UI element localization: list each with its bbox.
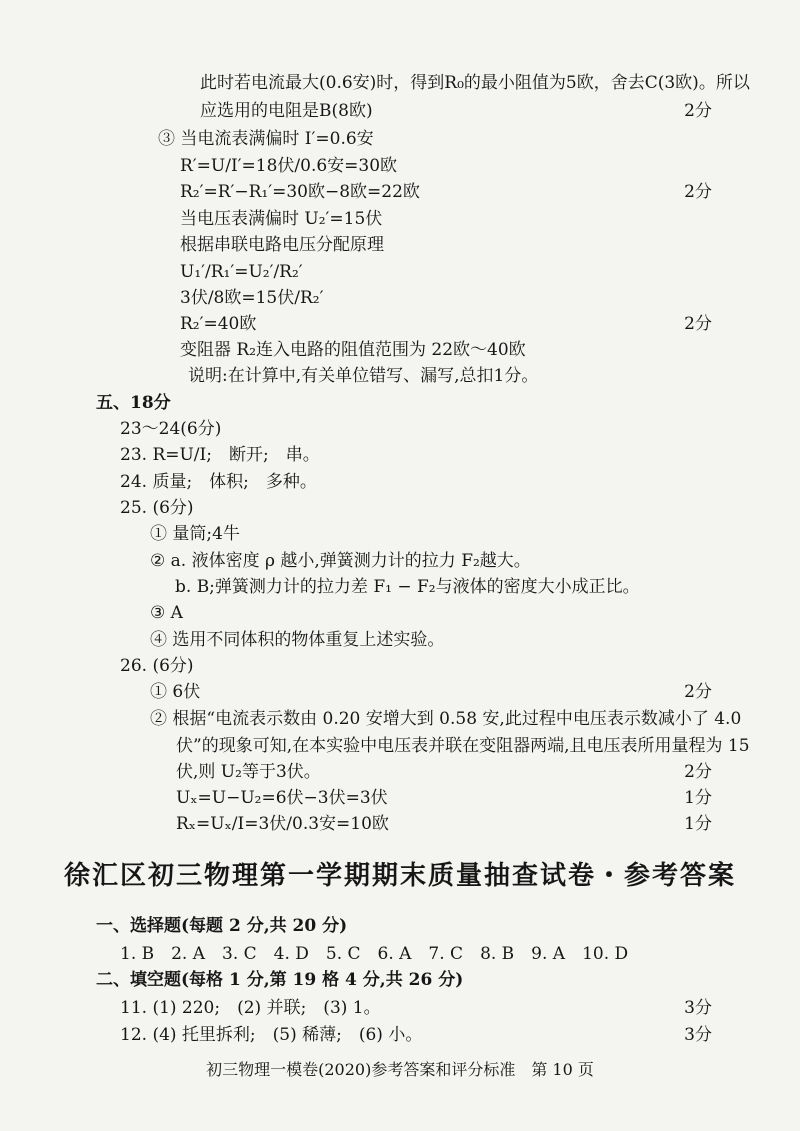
section-heading: 二、填空题(每格 1 分,第 19 格 4 分,共 26 分) bbox=[96, 970, 464, 990]
text-line: ② a. 液体密度 ρ 越小,弹簧测力计的拉力 F₂越大。 bbox=[150, 551, 531, 571]
text-line: 25. (6分) bbox=[120, 498, 194, 518]
formula-line: U₁′/R₁′=U₂′/R₂′ bbox=[180, 262, 303, 282]
formula-line: Uₓ=U−U₂=6伏−3伏=3伏 bbox=[176, 788, 388, 808]
formula-line: 3伏/8欧=15伏/R₂′ bbox=[180, 288, 324, 308]
score: 2分 bbox=[684, 314, 712, 334]
text-line: 23～24(6分) bbox=[120, 419, 222, 439]
score: 1分 bbox=[684, 788, 712, 808]
choice-answers: 1. B 2. A 3. C 4. D 5. C 6. A 7. C 8. B 9. A 10. D bbox=[120, 944, 629, 964]
text-line: b. B;弹簧测力计的拉力差 F₁ − F₂与液体的密度大小成正比。 bbox=[175, 577, 640, 597]
score: 3分 bbox=[684, 1025, 712, 1045]
score: 2分 bbox=[684, 682, 712, 702]
text-line: 24. 质量; 体积; 多种。 bbox=[120, 472, 317, 492]
score: 2分 bbox=[684, 762, 712, 782]
text-line: ③ A bbox=[150, 603, 183, 623]
section-heading: 一、选择题(每题 2 分,共 20 分) bbox=[96, 916, 348, 936]
note-line: 说明:在计算中,有关单位错写、漏写,总扣1分。 bbox=[188, 366, 539, 386]
answer-key-title: 徐汇区初三物理第一学期期末质量抽查试卷・参考答案 bbox=[63, 861, 736, 891]
section-heading: 五、18分 bbox=[96, 393, 171, 413]
page-footer: 初三物理一模卷(2020)参考答案和评分标准 第 10 页 bbox=[206, 1060, 594, 1079]
text-line: 12. (4) 托里拆利; (5) 稀薄; (6) 小。 bbox=[120, 1025, 423, 1045]
formula-line: R′=U/I′=18伏/0.6安=30欧 bbox=[180, 156, 398, 176]
text-line: 伏,则 U₂等于3伏。 bbox=[176, 762, 321, 782]
text-line: ④ 选用不同体积的物体重复上述实验。 bbox=[150, 630, 445, 650]
text-line: 26. (6分) bbox=[120, 656, 194, 676]
formula-line: Rₓ=Uₓ/I=3伏/0.3安=10欧 bbox=[176, 814, 389, 834]
text-line: 当电压表满偏时 U₂′=15伏 bbox=[180, 209, 383, 229]
text-line: ① 6伏 bbox=[150, 682, 201, 702]
formula-line: R₂′=40欧 bbox=[180, 314, 257, 334]
text-line: 此时若电流最大(0.6安)时，得到R₀的最小阻值为5欧，舍去C(3欧)。所以 bbox=[200, 73, 750, 93]
text-line: ② 根据“电流表示数由 0.20 安增大到 0.58 安,此过程中电压表示数减小了 4.0 bbox=[150, 709, 742, 729]
text-line: ③ 当电流表满偏时 I′=0.6安 bbox=[158, 129, 374, 149]
score: 3分 bbox=[684, 998, 712, 1018]
text-line: 根据串联电路电压分配原理 bbox=[180, 235, 384, 255]
formula-line: R₂′=R′−R₁′=30欧−8欧=22欧 bbox=[180, 182, 420, 202]
score: 2分 bbox=[684, 101, 712, 121]
text-line: 伏”的现象可知,在本实验中电压表并联在变阻器两端,且电压表所用量程为 15 bbox=[176, 736, 750, 756]
score: 2分 bbox=[684, 182, 712, 202]
text-line: 应选用的电阻是B(8欧) bbox=[200, 101, 373, 121]
text-line: 23. R=U/I; 断开; 串。 bbox=[120, 445, 320, 465]
text-line: 11. (1) 220; (2) 并联; (3) 1。 bbox=[120, 998, 381, 1018]
text-line: ① 量筒;4牛 bbox=[150, 524, 240, 544]
text-line: 变阻器 R₂连入电路的阻值范围为 22欧～40欧 bbox=[180, 340, 526, 360]
score: 1分 bbox=[684, 814, 712, 834]
